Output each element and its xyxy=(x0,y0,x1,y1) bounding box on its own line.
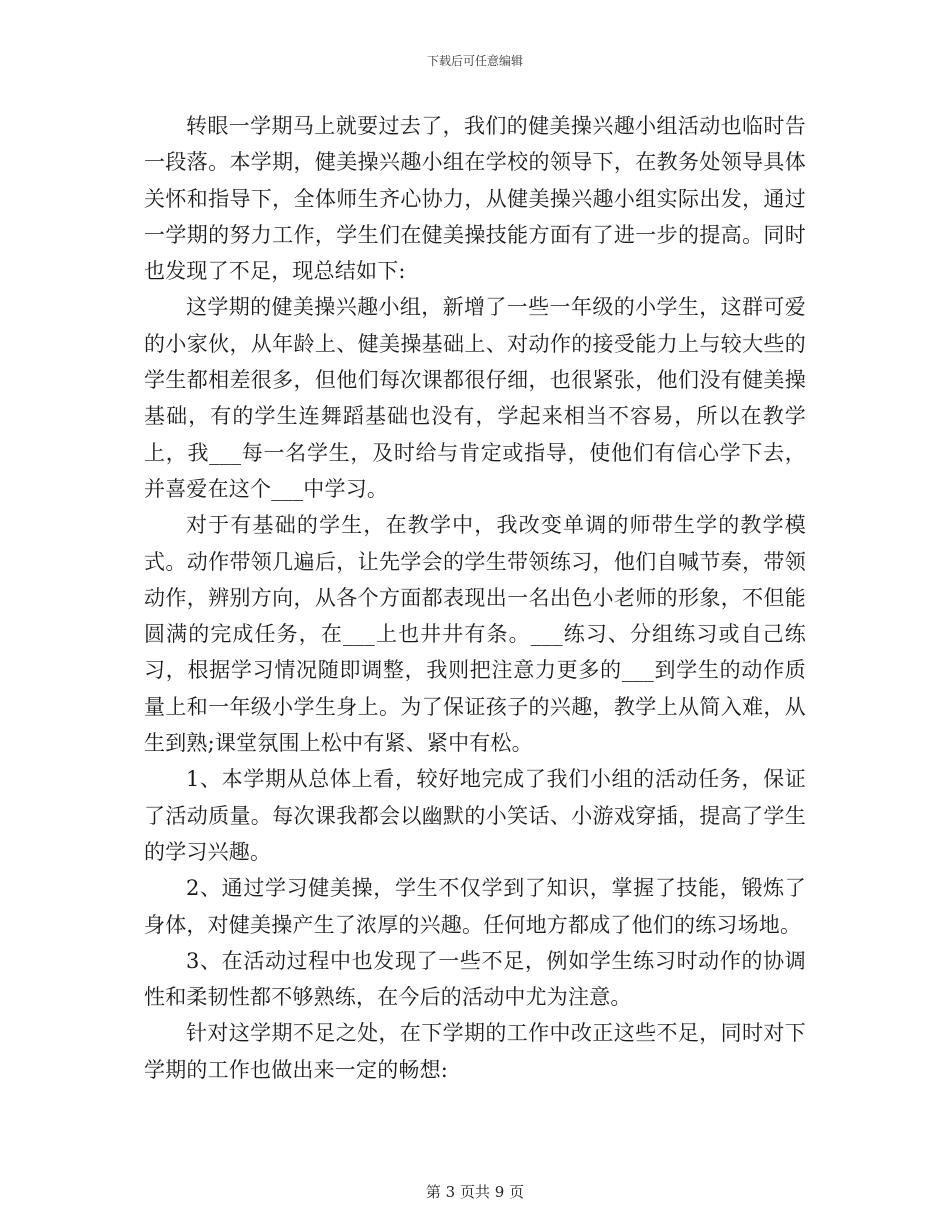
paragraph-new-students: 这学期的健美操兴趣小组，新增了一些一年级的小学生，这群可爱的小家伙，从年龄上、健美操基础上、对动作的接受能力上与较大些的学生都相差很多，但他们每次课都很仔细，也很紧张，他们没有健美操基础，有的学生连舞蹈基础也没有，学起来相当不容易，所以在教学上，我___每一名学生，及时给与肯定或指导，使他们有信心学下去，并喜爱在这个___中学习。 xyxy=(144,295,806,501)
paragraph-point-3: 3、在活动过程中也发现了一些不足，例如学生练习时动作的协调性和柔韧性都不够熟练，在今后的活动中尤为注意。 xyxy=(144,948,806,1010)
paragraph-intro: 转眼一学期马上就要过去了，我们的健美操兴趣小组活动也临时告一段落。本学期，健美操兴趣小组在学校的领导下，在教务处领导具体关怀和指导下，全体师生齐心协力，从健美操兴趣小组实际出发，通过一学期的努力工作，学生们在健美操技能方面有了进一步的提高。同时也发现了不足，现总结如下: xyxy=(144,114,806,284)
paragraph-point-2: 2、通过学习健美操，学生不仅学到了知识，掌握了技能，锻炼了身体，对健美操产生了浓厚的兴趣。任何地方都成了他们的练习场地。 xyxy=(144,876,806,937)
paragraph-teaching-mode: 对于有基础的学生，在教学中，我改变单调的师带生学的教学模式。动作带领几遍后，让先学会的学生带领练习，他们自喊节奏，带领动作，辨别方向，从各个方面都表现出一名出色小老师的形象，不但能圆满的完成任务，在___上也井井有条。___练习、分组练习或自己练习，根据学习情况随即调整，我则把注意力更多的___到学生的动作质量上和一年级小学生身上。为了保证孩子的兴趣，教学上从简入难，从生到熟;课堂氛围上松中有紧、紧中有松。 xyxy=(144,513,806,756)
paragraph-point-1: 1、本学期从总体上看，较好地完成了我们小组的活动任务，保证了活动质量。每次课我都会以幽默的小笑话、小游戏穿插，提高了学生的学习兴趣。 xyxy=(144,767,806,864)
page-header-note: 下载后可任意编辑 xyxy=(426,54,523,68)
page-number: 第 3 页共 9 页 xyxy=(425,1183,525,1201)
document-body xyxy=(144,108,806,1088)
paragraph-outlook: 针对这学期不足之处，在下学期的工作中改正这些不足，同时对下学期的工作也做出来一定的畅想: xyxy=(144,1021,806,1082)
